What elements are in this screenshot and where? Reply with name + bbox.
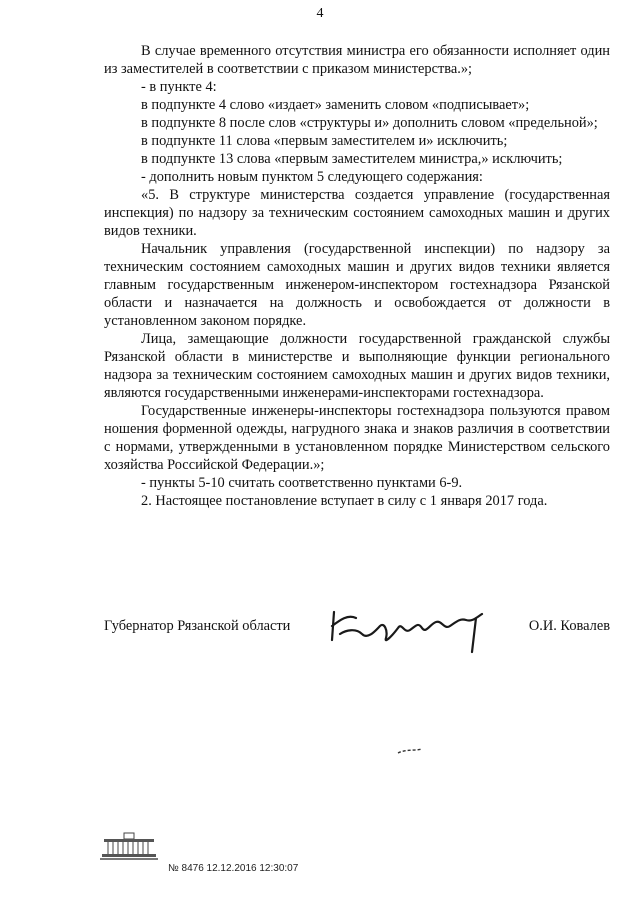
signatory-title: Губернатор Рязанской области (104, 618, 291, 634)
paragraph: 2. Настоящее постановление вступает в силу с 1 января 2017 года. (141, 493, 548, 509)
paragraph: в подпункте 4 слово «издает» заменить словом «подписывает»; (141, 97, 530, 113)
signature-block (104, 600, 610, 660)
paragraph: в подпункте 11 слова «первым заместителем и» исключить; (141, 133, 508, 149)
paragraph: «5. В структуре министерства создается управление (государственная инспекция) по надзору за техническим состоянием самоходных машин и других видов техники. (104, 187, 610, 239)
paragraph: Государственные инженеры-инспекторы гостехнадзора пользуются правом ношения форменной одежды, нагрудного знака и знаков различия в соответствии с нормами, утвержденными в установленном порядке Министерством сельского хозяйства Российской Федерации.»; (104, 403, 610, 473)
paragraph: - дополнить новым пунктом 5 следующего содержания: (141, 169, 483, 185)
paragraph: Начальник управления (государственной инспекции) по надзору за техническим состоянием самоходных машин и других видов техники является главным государственным инженером-инспектором гостехнадзора Рязанской области и назначается на должность и освобождается от должности в установленном законом порядке. (104, 241, 610, 329)
signatory-name: О.И. Ковалев (528, 618, 610, 634)
handwritten-signature (326, 600, 496, 656)
paragraph: в подпункте 13 слова «первым заместителем министра,» исключить; (141, 151, 563, 167)
paragraph: Лица, замещающие должности государственной гражданской службы Рязанской области в министерстве и выполняющие функции регионального надзора за техническим состоянием самоходных машин и других видов техники, являются государственными инженерами-инспекторами гостехнадзора. (104, 331, 610, 401)
page-number: 4 (316, 6, 324, 21)
document-body (104, 42, 610, 510)
paragraph: - пункты 5-10 считать соответственно пунктами 6-9. (141, 475, 463, 491)
paragraph: в подпункте 8 после слов «структуры и» дополнить словом «предельной»; (141, 115, 598, 131)
registration-stamp: № 8476 12.12.2016 12:30:07 (168, 863, 299, 874)
paragraph: - в пункте 4: (141, 79, 217, 95)
legislature-building-icon (100, 832, 158, 862)
dash-mark (396, 745, 426, 757)
paragraph: В случае временного отсутствия министра его обязанности исполняет один из заместителей в соответствии с приказом министерства.»; (104, 43, 610, 77)
